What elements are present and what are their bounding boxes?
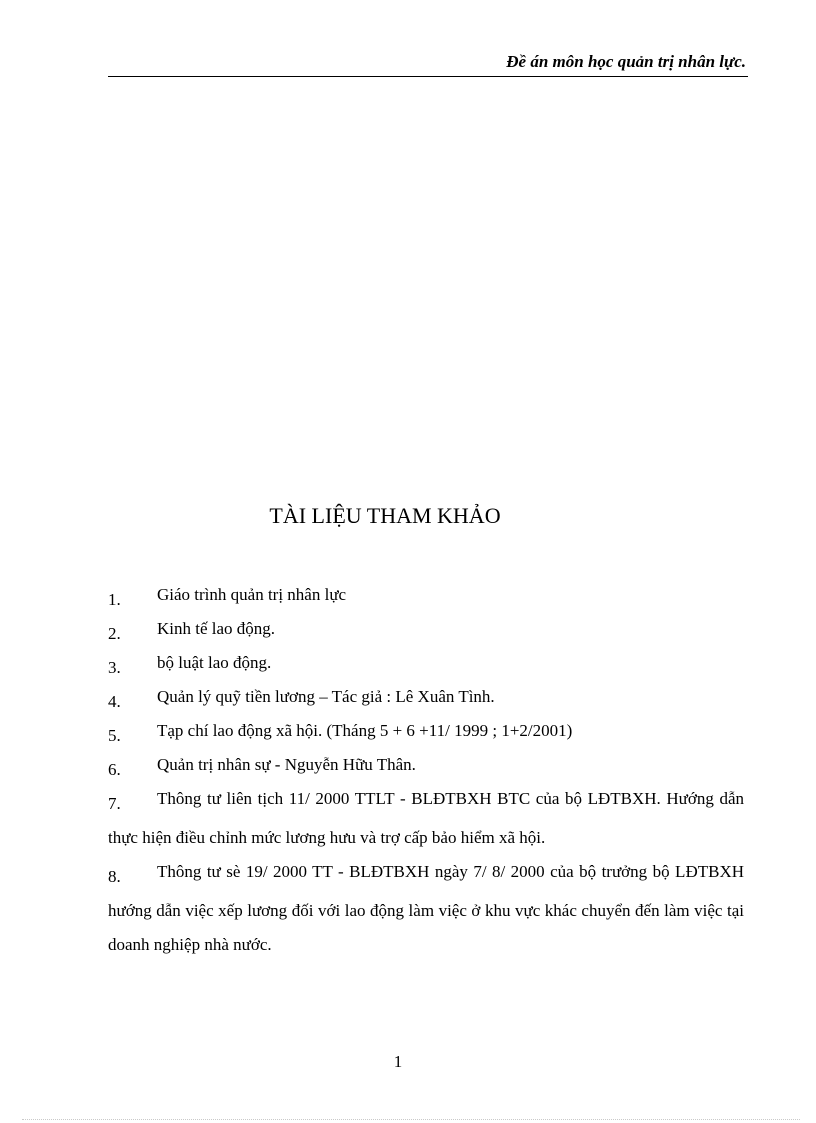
reference-number: 7. bbox=[108, 794, 121, 813]
header-text: Đề án môn học quản trị nhân lực. bbox=[506, 52, 746, 71]
reference-text: Thông tư sè 19/ 2000 TT - BLĐTBXH ngày 7/ 8/ 2000 của bộ trưởng bộ LĐTBXH hướng dẫn việc xếp lương đối với lao động làm việc ở khu vực khác chuyển đến làm việc tại doanh nghiệp nhà nước. bbox=[108, 862, 744, 954]
reference-item bbox=[108, 782, 744, 855]
reference-text: Kinh tế lao động. bbox=[157, 619, 276, 638]
references-title: TÀI LIỆU THAM KHẢO bbox=[269, 503, 501, 528]
reference-number: 4. bbox=[108, 692, 121, 711]
page-bottom-edge bbox=[22, 1119, 800, 1120]
reference-item bbox=[108, 680, 744, 714]
page-header bbox=[108, 50, 748, 77]
reference-number: 5. bbox=[108, 726, 121, 745]
reference-text: Thông tư liên tịch 11/ 2000 TTLT - BLĐTBXH BTC của bộ LĐTBXH. Hướng dẫn thực hiện điều chỉnh mức lương hưu và trợ cấp bảo hiểm xã hội. bbox=[108, 789, 744, 847]
reference-number: 1. bbox=[108, 590, 121, 609]
reference-item bbox=[108, 612, 744, 646]
reference-text: Giáo trình quản trị nhân lực bbox=[157, 585, 347, 604]
reference-text: Quản trị nhân sự - Nguyễn Hữu Thân. bbox=[157, 755, 416, 774]
reference-item bbox=[108, 748, 744, 782]
reference-number: 3. bbox=[108, 658, 121, 677]
page-number: 1 bbox=[393, 1052, 403, 1071]
reference-number: 6. bbox=[108, 760, 121, 779]
reference-item bbox=[108, 714, 744, 748]
reference-number: 2. bbox=[108, 624, 121, 643]
reference-item bbox=[108, 855, 744, 962]
reference-item bbox=[108, 578, 744, 612]
reference-item bbox=[108, 646, 744, 680]
reference-text: Tạp chí lao động xã hội. (Tháng 5 + 6 +11/ 1999 ; 1+2/2001) bbox=[157, 721, 573, 740]
reference-number: 8. bbox=[108, 867, 121, 886]
references-list bbox=[108, 578, 744, 962]
reference-text: bộ luật lao động. bbox=[157, 653, 272, 672]
reference-text: Quản lý quỹ tiền lương – Tác giả : Lê Xuân Tình. bbox=[157, 687, 495, 706]
